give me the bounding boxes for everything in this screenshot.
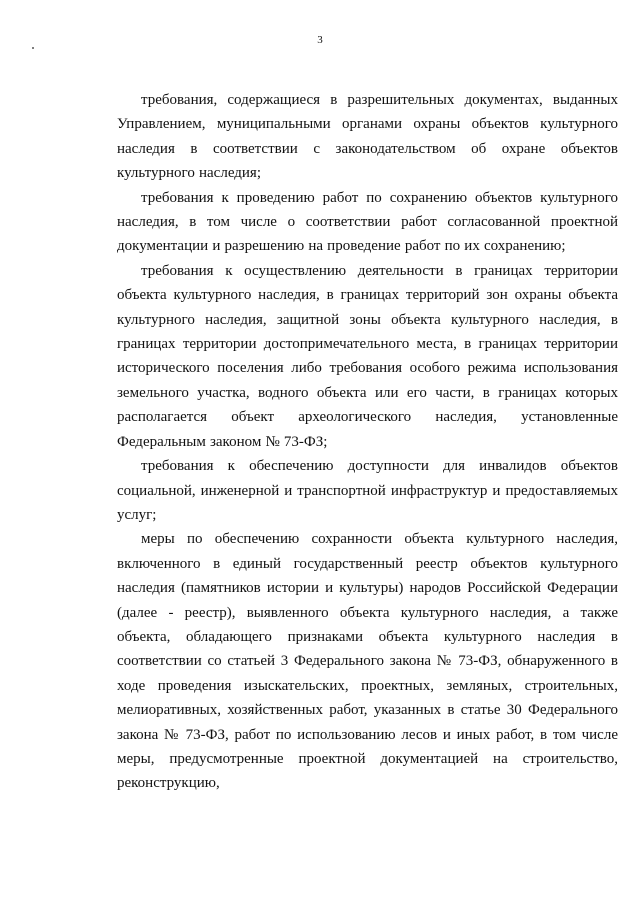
paragraph-preservation-measures: меры по обеспечению сохранности объекта культурного наследия, включенного в единый государственный реестр объектов культурного наследия (памятников истории и культуры) народов Российской Федерации (далее - реестр), выявленного объекта культурного наследия, а также объекта, обладающего признаками объекта культурного наследия в соответствии со статьей 3 Федерального закона № 73-ФЗ, обнаруженного в ходе проведения изыскательских, проектных, земляных, строительных, мелиоративных, хозяйственных работ, указанных в статье 30 Федерального закона № 73-ФЗ, работ по использованию лесов и иных работ, в том числе меры, предусмотренные проектной документацией на строительство, реконструкцию, (117, 531, 618, 792)
paragraph-permit-requirements: требования, содержащиеся в разрешительных документах, выданных Управлением, муниципальными органами охраны объектов культурного наследия в соответствии с законодательством об охране объектов культурного наследия; (117, 92, 618, 182)
document-body (117, 88, 618, 796)
paragraph-territory-activity-requirements: требования к осуществлению деятельности в границах территории объекта культурного наследия, в границах территорий зон охраны объекта культурного наследия, защитной зоны объекта культурного наследия, в границах территории достопримечательного места, в границах территории исторического поселения либо требования особого режима использования земельного участка, водного объекта или его части, в границах которых располагается объект археологического наследия, установленные Федеральным законом № 73-ФЗ; (117, 262, 618, 450)
scan-artifact-dot (32, 47, 34, 49)
page-number: 3 (317, 34, 323, 46)
paragraph-preservation-work-requirements: требования к проведению работ по сохранению объектов культурного наследия, в том числе о соответствии работ согласованной проектной документации и разрешению на проведение работ по их сохранению; (117, 189, 618, 255)
paragraph-accessibility-requirements: требования к обеспечению доступности для инвалидов объектов социальной, инженерной и транспортной инфраструктур и предоставляемых услуг; (117, 458, 618, 523)
